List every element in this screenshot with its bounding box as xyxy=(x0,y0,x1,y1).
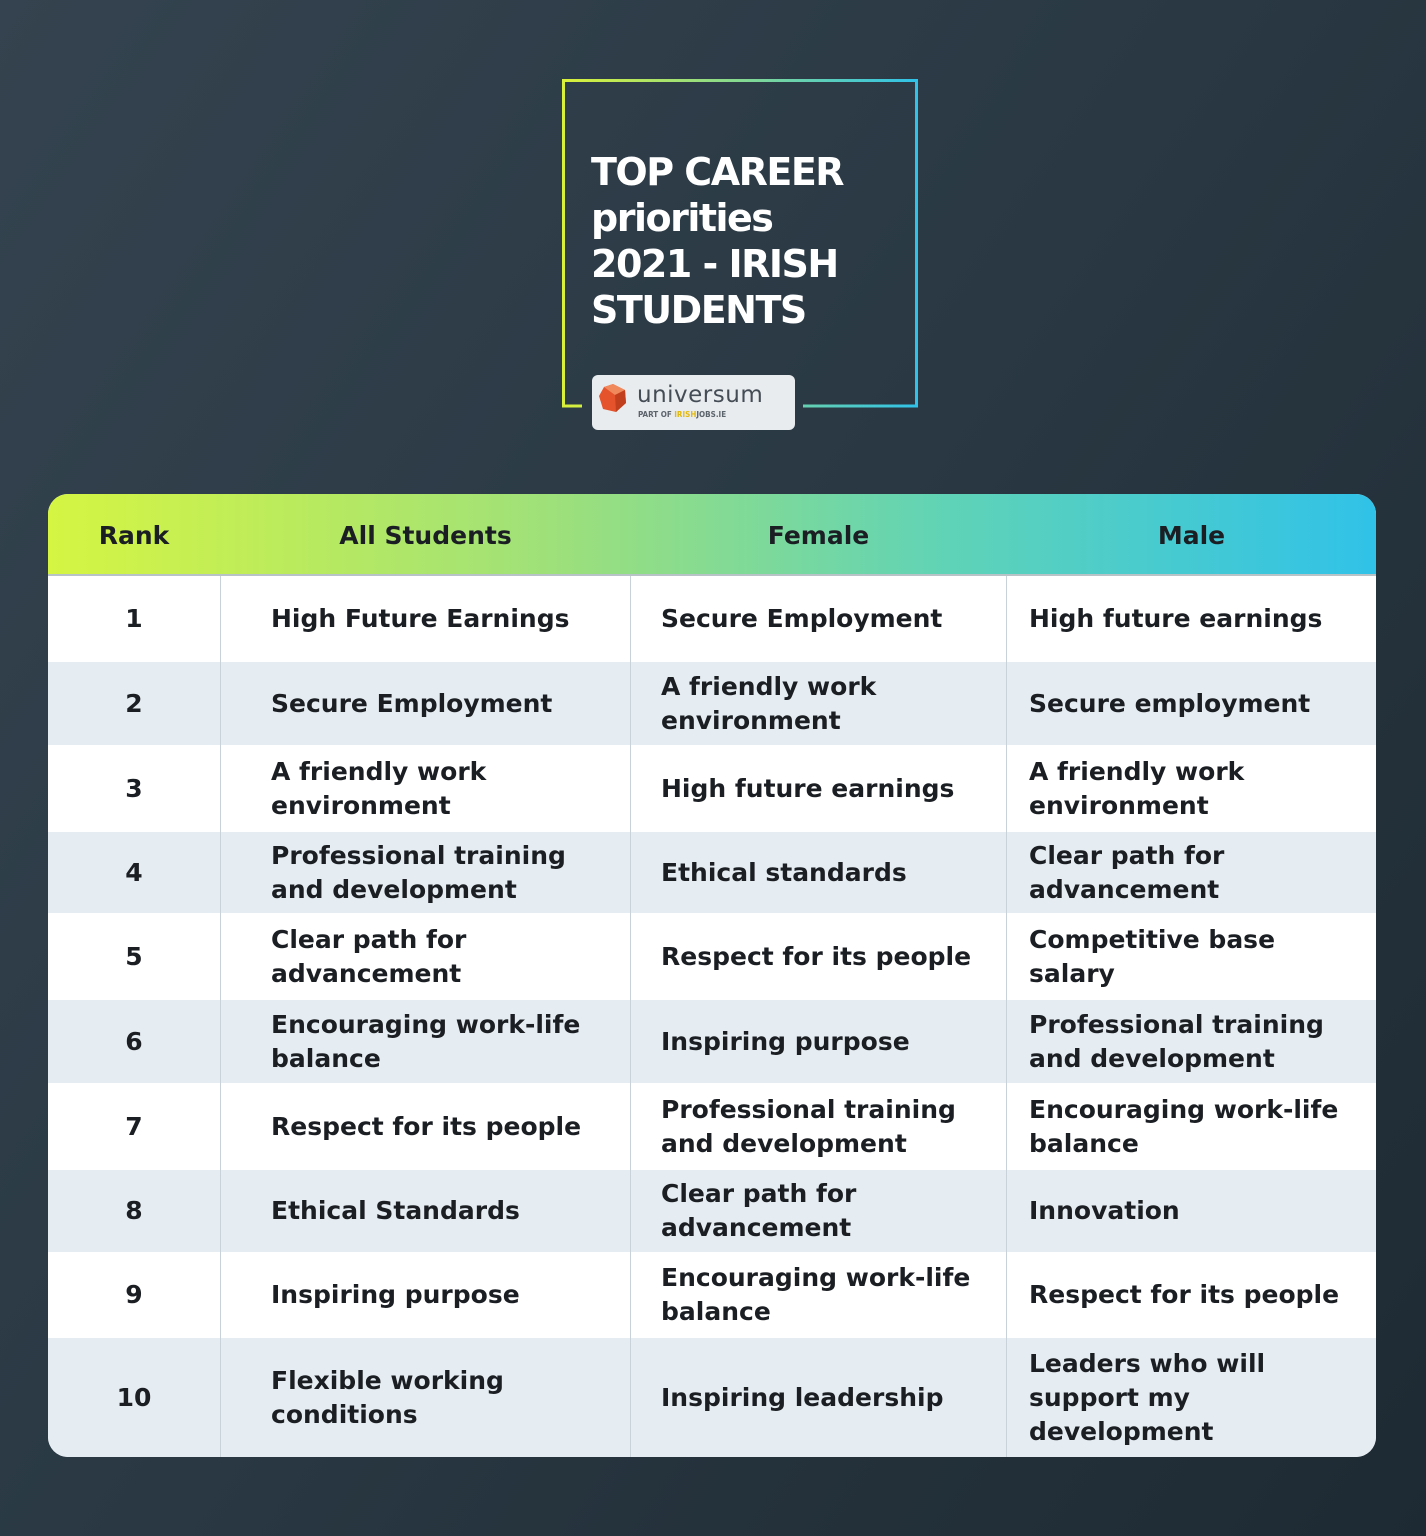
header-male: Male xyxy=(1157,520,1226,550)
rank-cell: 8 xyxy=(125,1196,143,1225)
all-students-cell: Inspiring purpose xyxy=(271,1280,520,1309)
column-divider xyxy=(1006,576,1007,1457)
table-row xyxy=(48,1000,1376,1083)
header-female: Female xyxy=(767,520,870,550)
male-cell: Professional training and development xyxy=(1029,1009,1324,1073)
female-cell: Ethical standards xyxy=(661,857,907,887)
priorities-table xyxy=(48,494,1376,1457)
title-line-4: STUDENTS xyxy=(591,288,806,332)
table-row xyxy=(48,1083,1376,1170)
title-line-2: priorities xyxy=(591,196,773,240)
rank-cell: 4 xyxy=(125,857,143,887)
male-cell: Competitive base salary xyxy=(1029,924,1276,988)
universum-logo xyxy=(592,375,795,430)
table-row xyxy=(48,662,1376,745)
all-students-cell: Clear path for advancement xyxy=(271,924,467,988)
female-cell: Encouraging work-life balance xyxy=(661,1263,971,1326)
all-students-cell: Professional training and development xyxy=(271,840,566,904)
title-frame xyxy=(562,79,918,407)
all-students-cell: High Future Earnings xyxy=(271,604,570,633)
universum-logo-icon xyxy=(598,383,628,413)
male-cell: Respect for its people xyxy=(1029,1280,1340,1309)
rank-cell: 7 xyxy=(125,1111,143,1141)
female-cell: Inspiring leadership xyxy=(661,1382,944,1412)
title-line-3: 2021 - IRISH xyxy=(591,242,838,286)
all-students-cell: Respect for its people xyxy=(271,1111,582,1141)
logo-wordmark: universum xyxy=(637,382,764,408)
all-students-cell: A friendly work environment xyxy=(271,756,487,820)
female-cell: Secure Employment xyxy=(661,604,943,633)
male-cell: Leaders who will support my development xyxy=(1029,1348,1266,1446)
female-cell: Respect for its people xyxy=(661,941,972,971)
male-cell: High future earnings xyxy=(1029,604,1323,633)
logo-sub-prefix: PART OF xyxy=(638,410,675,419)
female-cell: Professional training and development xyxy=(661,1094,956,1158)
female-cell: A friendly work environment xyxy=(661,671,877,735)
all-students-cell: Encouraging work-life balance xyxy=(271,1009,581,1073)
female-cell: High future earnings xyxy=(661,773,955,803)
header-rank: Rank xyxy=(98,520,170,550)
table-row xyxy=(48,576,1376,662)
male-cell: Innovation xyxy=(1029,1196,1180,1225)
all-students-cell: Ethical Standards xyxy=(271,1196,520,1225)
male-cell: Clear path for advancement xyxy=(1029,840,1225,904)
female-cell: Clear path for advancement xyxy=(661,1179,857,1242)
column-divider xyxy=(220,576,221,1457)
rank-cell: 6 xyxy=(125,1026,143,1056)
table-row xyxy=(48,832,1376,913)
female-cell: Inspiring purpose xyxy=(661,1026,910,1056)
table-row xyxy=(48,745,1376,832)
rank-cell: 2 xyxy=(125,688,143,718)
column-divider xyxy=(630,576,631,1457)
page-title xyxy=(591,149,911,333)
logo-subtitle xyxy=(638,410,726,419)
table-row xyxy=(48,1252,1376,1338)
rank-cell: 10 xyxy=(116,1382,152,1412)
rank-cell: 9 xyxy=(125,1280,143,1309)
rank-cell: 5 xyxy=(125,941,143,971)
male-cell: Secure employment xyxy=(1029,688,1311,718)
all-students-cell: Flexible working conditions xyxy=(271,1365,504,1429)
rank-cell: 3 xyxy=(125,773,143,803)
male-cell: Encouraging work-life balance xyxy=(1029,1094,1339,1158)
table-row xyxy=(48,1170,1376,1252)
logo-sub-highlight: IRISH xyxy=(674,410,697,419)
all-students-cell: Secure Employment xyxy=(271,688,553,718)
table-header xyxy=(48,494,1376,576)
title-line-1: TOP CAREER xyxy=(591,150,844,194)
male-cell: A friendly work environment xyxy=(1029,756,1245,820)
logo-sub-suffix: JOBS.IE xyxy=(696,410,727,419)
table-row xyxy=(48,913,1376,1000)
rank-cell: 1 xyxy=(125,604,143,633)
table-row xyxy=(48,1338,1376,1457)
header-all-students: All Students xyxy=(339,520,512,550)
